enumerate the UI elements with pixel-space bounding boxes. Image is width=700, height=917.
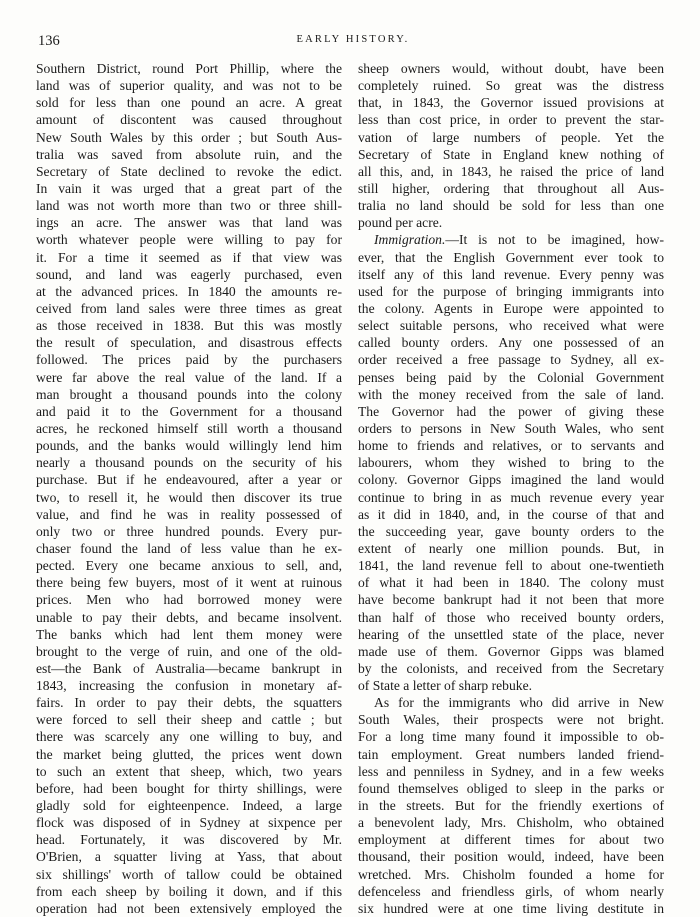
text-line: less than cost price, in order to prevent the star- <box>358 112 664 128</box>
text-line: as it did in 1840, and, in the course of that and <box>358 506 664 522</box>
text-line: ceived from land sales were three times as great <box>36 300 342 316</box>
text-line: New South Wales by this order ; but South Aus- <box>36 129 342 145</box>
text-line: with the money received from the sale of land. <box>358 386 664 402</box>
text-line: The Governor had the power of giving these <box>358 403 664 419</box>
text-line: gladly sold for eighteenpence. Indeed, a large <box>36 798 342 814</box>
text-line: the market being glutted, the prices went down <box>36 746 342 762</box>
text-line: of what it had been in 1840. The colony must <box>358 575 664 591</box>
text-line: than half of those who received bounty orders, <box>358 609 664 625</box>
text-line: still higher, ordering that throughout all Aus- <box>358 180 664 196</box>
text-line: penses being paid by the Colonial Government <box>358 369 664 385</box>
page-number: 136 <box>38 33 60 49</box>
text-line: Secretary of State declined to revoke the edict. <box>36 163 342 179</box>
text-line: were far above the real value of the land. If a <box>36 369 342 385</box>
text-line: continue to bring in as much revenue every year <box>358 489 664 505</box>
text-line: six shillings' worth of tallow could be obtained <box>36 866 342 882</box>
text-line: operation had not been extensively employed the <box>36 900 342 916</box>
text-line: pounds, and the banks would willingly lend him <box>36 438 342 454</box>
text-line: flock was disposed of in Sydney at sixpence per <box>36 815 342 831</box>
text-line: vation of large numbers of people. Yet the <box>358 129 664 145</box>
text-line: For a long time many found it impossible to ob- <box>358 729 664 745</box>
text-line: thousand, their position would, indeed, have been <box>358 849 664 865</box>
text-line: labourers, whom they wished to bring to the <box>358 455 664 471</box>
text-line: order received a free passage to Sydney, all ex- <box>358 352 664 368</box>
text-line: ever, that the English Government ever took to <box>358 249 664 265</box>
text-line: from each sheep by boiling it down, and if this <box>36 883 342 899</box>
right-column <box>358 60 664 917</box>
text-line: home to friends and relatives, or to servants and <box>358 438 664 454</box>
text-line: at the advanced prices. In 1840 the amounts re- <box>36 283 342 299</box>
text-line: and paid it to the Government for a thousand <box>36 403 342 419</box>
text-line: six hundred were at one time living destitute in <box>358 900 664 916</box>
text-line: est—the Bank of Australia—became bankrupt in <box>36 660 342 676</box>
text-line: tain employment. Great numbers landed friend- <box>358 746 664 762</box>
text-line: tralia no land should be sold for less than one <box>358 198 664 214</box>
text-line: completely ruined. So great was the distress <box>358 78 664 94</box>
page-header <box>38 33 668 51</box>
text-line: 1843, increasing the confusion in monetary af- <box>36 678 342 694</box>
text-line: two, to resell it, he would then discover its true <box>36 489 342 505</box>
text-line: worth whatever people were willing to pay for <box>36 232 342 248</box>
text-line: land was of superior quality, and was not to be <box>36 78 342 94</box>
text-line: found themselves obliged to sleep in the parks or <box>358 780 664 796</box>
text-line: as those received in 1838. But this was mostly <box>36 318 342 334</box>
text-line: made use of them. Governor Gipps was blamed <box>358 643 664 659</box>
text-line: to such an extent that sheep, which, two years <box>36 763 342 779</box>
text-line: South Wales, their prospects were not bright. <box>358 712 664 728</box>
text-line: fairs. In order to pay their debts, the squatters <box>36 695 342 711</box>
text-line: sold for less than one pound an acre. A great <box>36 95 342 111</box>
text-line: purchase. But if he endeavoured, after a year or <box>36 472 342 488</box>
text-line: head. Fortunately, it was discovered by Mr. <box>36 832 342 848</box>
text-line: sound, and land was eagerly purchased, even <box>36 266 342 282</box>
text-line: were forced to sell their sheep and cattle ; but <box>36 712 342 728</box>
text-line: nearly a thousand pounds on the security of his <box>36 455 342 471</box>
text-line: colony. Governor Gipps imagined the land would <box>358 472 664 488</box>
text-line: chaser found the land of less value than he ex- <box>36 540 342 556</box>
text-line: of State a letter of sharp rebuke. <box>358 678 533 694</box>
text-line: extent of nearly one million pounds. But, in <box>358 540 664 556</box>
section-heading-immigration: Immigration. <box>374 232 446 248</box>
text-line: the succeeding year, gave bounty orders to the <box>358 523 664 539</box>
paragraph-heading-line <box>358 231 664 248</box>
text-line: less and penniless in Sydney, and in a few weeks <box>358 763 664 779</box>
text-fragment: —It is not to be imagined, how- <box>445 232 664 248</box>
text-line: land was not worth more than two or three shill- <box>36 198 342 214</box>
text-line: value, and find he was in reality possessed of <box>36 506 342 522</box>
running-title: EARLY HISTORY. <box>296 34 410 45</box>
text-line: there being few buyers, most of it went at ruinous <box>36 575 342 591</box>
text-line: in the streets. But for the friendly exertions of <box>358 798 664 814</box>
text-line: hearing of the unsettled state of the place, never <box>358 626 664 642</box>
text-line: man brought a thousand pounds into the colony <box>36 386 342 402</box>
text-line: used for the purpose of bringing immigrants into <box>358 283 664 299</box>
text-line: defenceless and friendless girls, of whom nearly <box>358 883 664 899</box>
left-column <box>36 60 342 917</box>
text-line: In vain it was urged that a great part of the <box>36 180 342 196</box>
text-line: it. For a time it seemed as if that view was <box>36 249 342 265</box>
text-line: pound per acre. <box>358 215 443 231</box>
text-line: there was scarcely any one willing to buy, and <box>36 729 342 745</box>
text-line: As for the immigrants who did arrive in New <box>374 695 664 711</box>
text-line: Secretary of State in England knew nothing of <box>358 146 664 162</box>
text-line: the colony. Agents in Europe were appointed to <box>358 300 664 316</box>
text-line: a benevolent lady, Mrs. Chisholm, who obtained <box>358 815 664 831</box>
text-line: that, in 1843, the Governor issued provisions at <box>358 95 664 111</box>
text-line: pected. Every one became anxious to sell, and, <box>36 558 342 574</box>
text-line: all this, and, in 1843, he raised the price of land <box>358 163 664 179</box>
text-line: tralia was saved from absolute ruin, and the <box>36 146 342 162</box>
text-line: unable to pay their debts, and became insolvent. <box>36 609 342 625</box>
text-line: acres, he reckoned himself still worth a thousand <box>36 420 342 436</box>
text-line: the result of speculation, and disastrous effects <box>36 335 342 351</box>
text-line: wretched. Mrs. Chisholm founded a home for <box>358 866 664 882</box>
text-line: followed. The prices paid by the purchasers <box>36 352 342 368</box>
text-line: prices. Men who had borrowed money were <box>36 592 342 608</box>
text-line: amount of discontent was caused throughout <box>36 112 342 128</box>
text-line: ings an acre. The answer was that land was <box>36 215 342 231</box>
text-line: 1841, the land revenue fell to about one-twentieth <box>358 558 664 574</box>
text-line: by the colonists, and received from the Secretary <box>358 660 664 676</box>
text-line: before, had been bought for thirty shillings, were <box>36 780 342 796</box>
text-line: orders to persons in New South Wales, who sent <box>358 420 664 436</box>
text-line: only two or three hundred pounds. Every pur- <box>36 523 342 539</box>
text-line: called bounty orders. Any one possessed of an <box>358 335 664 351</box>
text-line: employment at different times for about two <box>358 832 664 848</box>
text-line: select suitable persons, who received what were <box>358 318 664 334</box>
text-line: have become bankrupt had it not been that more <box>358 592 664 608</box>
text-line: brought to the verge of ruin, and one of the old- <box>36 643 342 659</box>
text-line: The banks which had lent them money were <box>36 626 342 642</box>
text-line: O'Brien, a squatter living at Yass, that about <box>36 849 342 865</box>
text-line: itself any of this land revenue. Every penny was <box>358 266 664 282</box>
text-line: sheep owners would, without doubt, have been <box>358 61 664 76</box>
text-line: Southern District, round Port Phillip, where the <box>36 61 342 76</box>
